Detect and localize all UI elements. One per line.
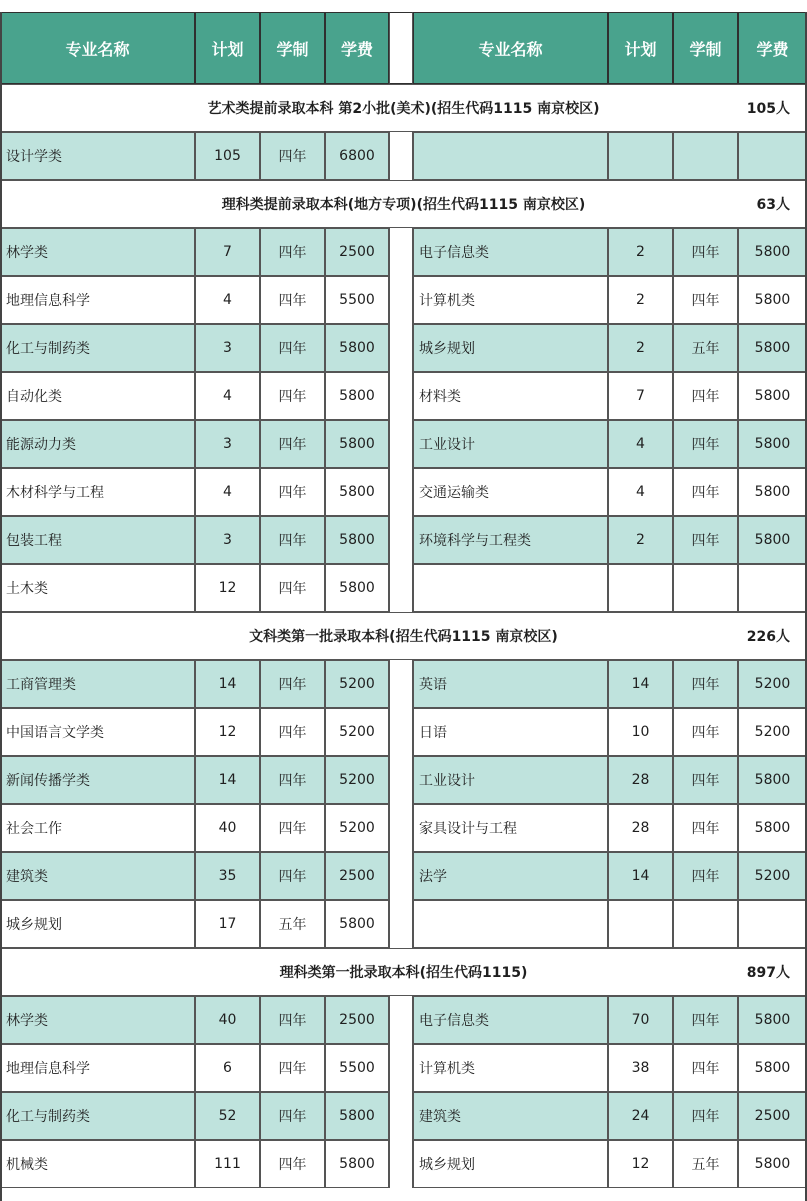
duration: 四年 <box>260 276 325 324</box>
tuition: 5800 <box>325 324 389 372</box>
section-banner <box>0 948 807 996</box>
tuition: 5800 <box>738 276 807 324</box>
major-name: 工业设计 <box>413 420 608 468</box>
plan-count: 3 <box>195 420 260 468</box>
plan-count: 14 <box>608 660 673 708</box>
section-title: 理科类提前录取本科(地方专项)(招生代码1115 南京校区) <box>221 197 586 213</box>
plan-count: 12 <box>608 1140 673 1188</box>
section-count: 226人 <box>746 629 790 645</box>
duration: 四年 <box>260 852 325 900</box>
header-duration: 学制 <box>260 12 325 84</box>
header-major: 专业名称 <box>0 12 195 84</box>
major-name: 木材科学与工程 <box>0 468 195 516</box>
duration: 四年 <box>673 420 738 468</box>
section-banner <box>0 180 807 228</box>
major-name: 自动化类 <box>0 372 195 420</box>
duration: 四年 <box>673 468 738 516</box>
duration: 四年 <box>673 228 738 276</box>
plan-count: 52 <box>195 1092 260 1140</box>
major-name: 设计学类 <box>0 132 195 180</box>
duration: 四年 <box>260 1092 325 1140</box>
column-gap <box>389 708 413 756</box>
header-plan: 计划 <box>195 12 260 84</box>
major-name: 交通运输类 <box>413 468 608 516</box>
duration: 四年 <box>673 1044 738 1092</box>
section-title: 艺术类提前录取本科 第2小批(美术)(招生代码1115 南京校区) <box>207 101 600 117</box>
duration: 四年 <box>673 996 738 1044</box>
column-gap <box>389 228 413 276</box>
tuition: 5800 <box>738 372 807 420</box>
major-name: 电子信息类 <box>413 996 608 1044</box>
major-name: 法学 <box>413 852 608 900</box>
major-name: 中国语言文学类 <box>0 708 195 756</box>
plan-count: 4 <box>195 276 260 324</box>
plan-count: 40 <box>195 996 260 1044</box>
tuition: 5800 <box>738 228 807 276</box>
tuition: 5800 <box>738 516 807 564</box>
plan-count: 14 <box>195 660 260 708</box>
major-name: 能源动力类 <box>0 420 195 468</box>
duration: 五年 <box>260 900 325 948</box>
major-name: 材料类 <box>413 372 608 420</box>
major-name: 土木类 <box>0 564 195 612</box>
duration: 四年 <box>260 756 325 804</box>
duration <box>673 900 738 948</box>
major-name: 日语 <box>413 708 608 756</box>
major-name: 环境科学与工程类 <box>413 516 608 564</box>
column-gap <box>389 900 413 948</box>
column-gap <box>389 756 413 804</box>
tuition: 5800 <box>738 1140 807 1188</box>
duration <box>673 132 738 180</box>
header-tuition: 学费 <box>325 12 389 84</box>
tuition: 5500 <box>325 276 389 324</box>
column-gap <box>389 12 413 84</box>
section-title: 文科类第一批录取本科(招生代码1115 南京校区) <box>249 629 558 645</box>
duration: 五年 <box>673 1140 738 1188</box>
column-gap <box>389 996 413 1044</box>
header-duration: 学制 <box>673 12 738 84</box>
plan-count: 2 <box>608 228 673 276</box>
column-gap <box>389 564 413 612</box>
plan-count <box>608 564 673 612</box>
plan-count: 7 <box>195 228 260 276</box>
section-count: 897人 <box>746 965 790 981</box>
duration: 四年 <box>260 324 325 372</box>
tuition: 5800 <box>738 804 807 852</box>
section-title: 理科类第一批录取本科(招生代码1115) <box>279 965 528 981</box>
tuition: 5500 <box>325 1044 389 1092</box>
plan-count: 3 <box>195 516 260 564</box>
plan-count: 24 <box>608 1092 673 1140</box>
section-count: 63人 <box>756 197 790 213</box>
duration: 四年 <box>673 852 738 900</box>
major-name: 建筑类 <box>413 1092 608 1140</box>
column-gap <box>389 468 413 516</box>
major-name: 电子信息类 <box>413 228 608 276</box>
major-name <box>413 564 608 612</box>
plan-count: 17 <box>195 900 260 948</box>
tuition: 5800 <box>738 756 807 804</box>
major-name: 化工与制药类 <box>0 324 195 372</box>
major-name: 计算机类 <box>413 276 608 324</box>
duration: 四年 <box>673 804 738 852</box>
major-name: 社会工作 <box>0 804 195 852</box>
duration <box>673 564 738 612</box>
column-gap <box>389 372 413 420</box>
plan-count: 4 <box>608 468 673 516</box>
tuition: 2500 <box>325 852 389 900</box>
column-gap <box>389 276 413 324</box>
major-name: 地理信息科学 <box>0 276 195 324</box>
tuition: 5800 <box>325 564 389 612</box>
tuition: 5200 <box>738 660 807 708</box>
duration: 四年 <box>673 756 738 804</box>
column-gap <box>389 1092 413 1140</box>
tuition <box>738 132 807 180</box>
plan-count: 12 <box>195 564 260 612</box>
duration: 五年 <box>673 324 738 372</box>
column-gap <box>389 852 413 900</box>
duration: 四年 <box>260 996 325 1044</box>
plan-count: 4 <box>195 372 260 420</box>
plan-count: 38 <box>608 1044 673 1092</box>
duration: 四年 <box>260 468 325 516</box>
duration: 四年 <box>260 132 325 180</box>
major-name <box>413 132 608 180</box>
section-count: 105人 <box>746 101 790 117</box>
plan-count: 28 <box>608 756 673 804</box>
major-name: 化工与制药类 <box>0 1092 195 1140</box>
column-gap <box>389 1044 413 1092</box>
major-name: 英语 <box>413 660 608 708</box>
major-name: 家具设计与工程 <box>413 804 608 852</box>
plan-count: 28 <box>608 804 673 852</box>
duration: 四年 <box>260 660 325 708</box>
plan-count: 7 <box>608 372 673 420</box>
column-gap <box>389 1140 413 1188</box>
column-gap <box>389 324 413 372</box>
column-gap <box>389 132 413 180</box>
tuition: 6800 <box>325 132 389 180</box>
duration: 四年 <box>260 1044 325 1092</box>
tuition: 5200 <box>325 804 389 852</box>
tuition: 2500 <box>325 996 389 1044</box>
duration: 四年 <box>673 708 738 756</box>
duration: 四年 <box>260 1140 325 1188</box>
duration: 四年 <box>673 276 738 324</box>
tuition: 5800 <box>325 516 389 564</box>
plan-count: 70 <box>608 996 673 1044</box>
header-plan: 计划 <box>608 12 673 84</box>
header-major: 专业名称 <box>413 12 608 84</box>
major-name: 工业设计 <box>413 756 608 804</box>
tuition: 5800 <box>738 420 807 468</box>
major-name: 林学类 <box>0 228 195 276</box>
tuition <box>738 900 807 948</box>
plan-count: 4 <box>195 468 260 516</box>
duration: 四年 <box>673 660 738 708</box>
major-name: 新闻传播学类 <box>0 756 195 804</box>
plan-count: 2 <box>608 276 673 324</box>
plan-count <box>608 132 673 180</box>
plan-count: 4 <box>608 420 673 468</box>
major-name: 城乡规划 <box>0 900 195 948</box>
major-name: 建筑类 <box>0 852 195 900</box>
duration: 四年 <box>260 228 325 276</box>
duration: 四年 <box>673 1092 738 1140</box>
column-gap <box>389 516 413 564</box>
column-gap <box>389 804 413 852</box>
header-tuition: 学费 <box>738 12 807 84</box>
tuition: 5200 <box>738 708 807 756</box>
tuition: 5800 <box>325 420 389 468</box>
tuition: 5200 <box>325 708 389 756</box>
column-gap <box>389 660 413 708</box>
major-name: 林学类 <box>0 996 195 1044</box>
plan-count: 14 <box>608 852 673 900</box>
major-name: 计算机类 <box>413 1044 608 1092</box>
major-name: 城乡规划 <box>413 1140 608 1188</box>
duration: 四年 <box>260 564 325 612</box>
duration: 四年 <box>673 516 738 564</box>
major-name: 工商管理类 <box>0 660 195 708</box>
plan-count: 3 <box>195 324 260 372</box>
plan-count: 2 <box>608 324 673 372</box>
plan-count: 35 <box>195 852 260 900</box>
plan-count: 6 <box>195 1044 260 1092</box>
plan-count: 111 <box>195 1140 260 1188</box>
plan-count: 40 <box>195 804 260 852</box>
tuition: 2500 <box>325 228 389 276</box>
tuition <box>738 564 807 612</box>
section-banner <box>0 612 807 660</box>
tuition: 5800 <box>325 372 389 420</box>
plan-count <box>608 900 673 948</box>
column-gap <box>389 420 413 468</box>
section-banner <box>0 84 807 132</box>
plan-count: 14 <box>195 756 260 804</box>
tuition: 5800 <box>738 996 807 1044</box>
major-name: 机械类 <box>0 1140 195 1188</box>
plan-count: 12 <box>195 708 260 756</box>
tuition: 5800 <box>738 1044 807 1092</box>
plan-count: 105 <box>195 132 260 180</box>
duration: 四年 <box>260 804 325 852</box>
tuition: 5800 <box>325 1092 389 1140</box>
tuition: 5200 <box>738 852 807 900</box>
major-name: 包装工程 <box>0 516 195 564</box>
duration: 四年 <box>673 372 738 420</box>
major-name: 地理信息科学 <box>0 1044 195 1092</box>
tuition: 5800 <box>738 324 807 372</box>
major-name: 城乡规划 <box>413 324 608 372</box>
tuition: 5800 <box>325 900 389 948</box>
tuition: 5800 <box>325 1140 389 1188</box>
tuition: 5200 <box>325 756 389 804</box>
tuition: 2500 <box>738 1092 807 1140</box>
tuition: 5800 <box>325 468 389 516</box>
plan-count: 10 <box>608 708 673 756</box>
duration: 四年 <box>260 372 325 420</box>
tuition: 5800 <box>738 468 807 516</box>
tuition: 5200 <box>325 660 389 708</box>
duration: 四年 <box>260 420 325 468</box>
duration: 四年 <box>260 708 325 756</box>
plan-count: 2 <box>608 516 673 564</box>
duration: 四年 <box>260 516 325 564</box>
major-name <box>413 900 608 948</box>
